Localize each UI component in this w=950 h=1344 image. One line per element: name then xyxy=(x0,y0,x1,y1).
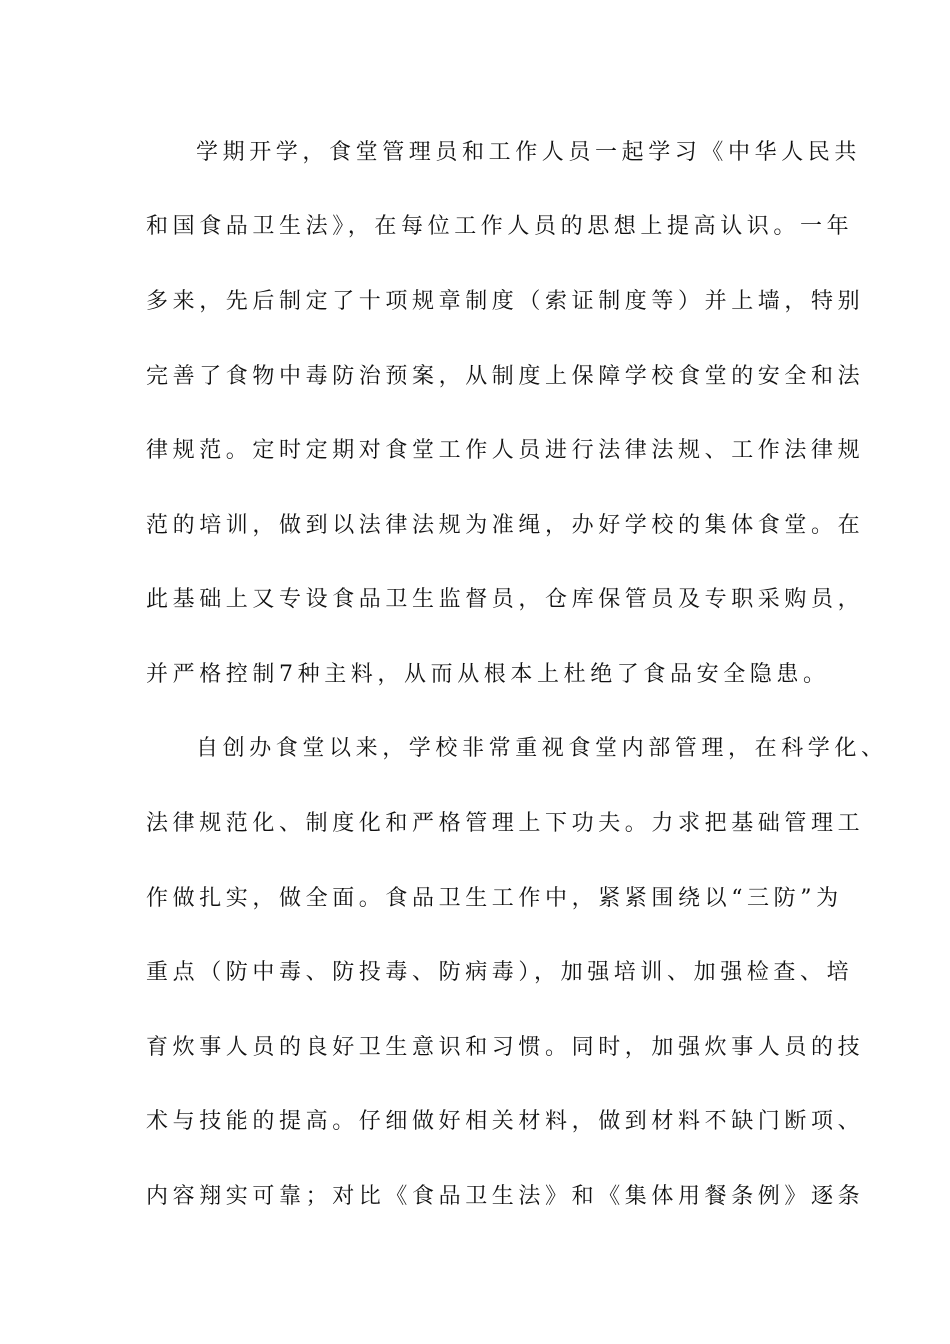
paragraph-1-line-6: 范的培训，做到以法律法规为准绳，办好学校的集体食堂。在 xyxy=(146,513,865,538)
paragraph-2-line-5: 育炊事人员的良好卫生意识和习惯。同时，加强炊事人员的技 xyxy=(146,1035,865,1060)
paragraph-1-line-5: 律规范。定时定期对食堂工作人员进行法律法规、工作法律规 xyxy=(146,438,865,463)
paragraph-2-line-2: 法律规范化、制度化和严格管理上下功夫。力求把基础管理工 xyxy=(146,811,865,836)
paragraph-1-line-8: 并严格控制7种主料，从而从根本上杜绝了食品安全隐患。 xyxy=(146,662,830,687)
paragraph-1-line-4: 完善了食物中毒防治预案，从制度上保障学校食堂的安全和法 xyxy=(146,364,865,389)
paragraph-2-line-6: 术与技能的提高。仔细做好相关材料，做到材料不缺门断项、 xyxy=(146,1109,865,1134)
paragraph-2-line-7: 内容翔实可靠；对比《食品卫生法》和《集体用餐条例》逐条 xyxy=(146,1184,865,1209)
paragraph-2-line-3: 作做扎实，做全面。食品卫生工作中，紧紧围绕以“三防”为 xyxy=(146,886,843,911)
paragraph-1-line-7: 此基础上又专设食品卫生监督员，仓库保管员及专职采购员， xyxy=(146,587,865,612)
paragraph-1-line-3: 多来，先后制定了十项规章制度（索证制度等）并上墙，特别 xyxy=(146,289,865,314)
paragraph-1-line-1: 学期开学，食堂管理员和工作人员一起学习《中华人民共 xyxy=(196,140,862,165)
paragraph-2-line-4: 重点（防中毒、防投毒、防病毒），加强培训、加强检查、培 xyxy=(146,960,854,985)
paragraph-1-line-2: 和国食品卫生法》，在每位工作人员的思想上提高认识。一年 xyxy=(146,214,854,239)
paragraph-2-line-1: 自创办食堂以来，学校非常重视食堂内部管理，在科学化、 xyxy=(196,736,888,761)
